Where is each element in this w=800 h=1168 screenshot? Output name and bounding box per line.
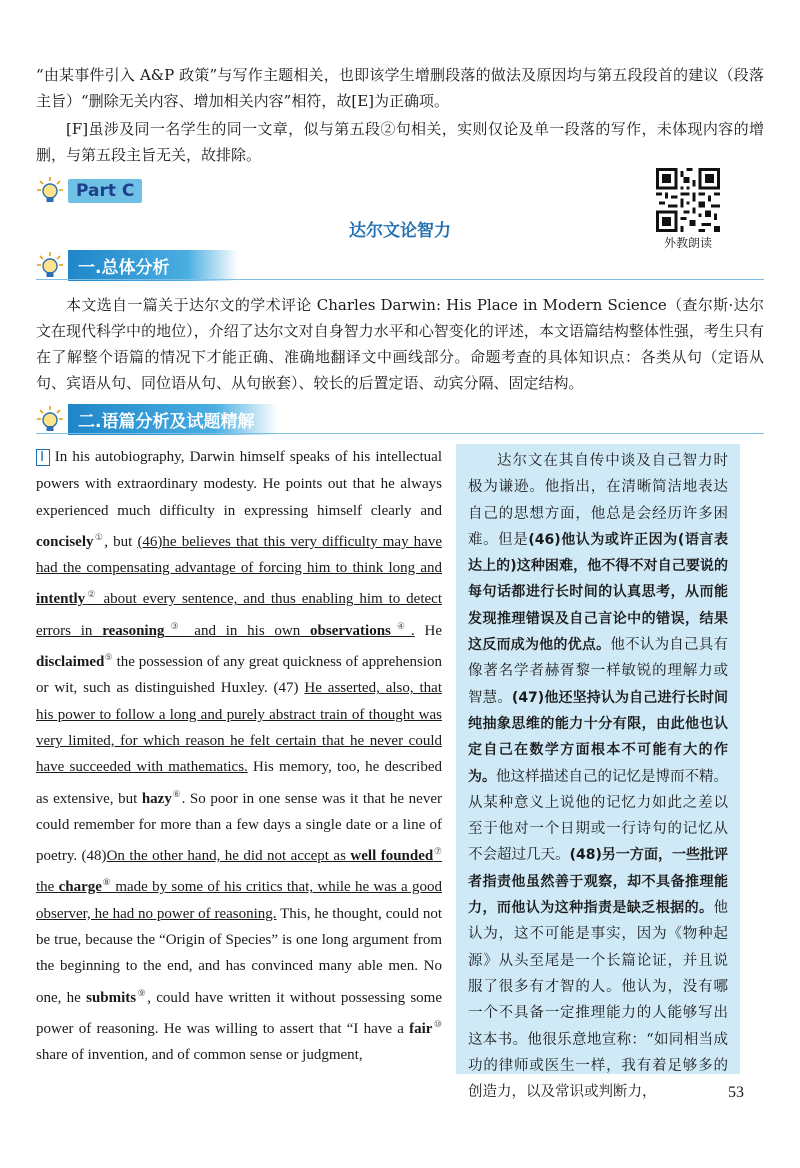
- english-passage: Ⅰ In his autobiography, Darwin himself speaks of his intellectual powers with extraordinary modesty. He points out that he always experienced much difficulty in expressing himself clearly and concisely①, but (46)he believes that this very difficulty may have had the compensating advantage of forcing him to think long and intently② about every sentence, and thus enabling him to detect errors in reasoning③ and in his own observations④. He disclaimed⑤ the possession of any great quickness of apprehension or wit, such as distinguished Huxley. (47) He asserted, also, that his power to follow a long and purely abstract train of thought was very limited, for which reason he felt certain that he never could have succeeded with mathematics. His memory, too, he described as extensive, but hazy⑥. So poor in one sense was it that he never could remember for more than a few days a single date or a line of poetry. (48)On the other hand, he did not accept as well founded⑦ the charge⑧ made by some of his critics that, while he was a good observer, he had no power of reasoning. This, he thought, could not be true, because the “Origin of Species” is one long argument from the beginning to the end, and has convinced many able men. No one, he submits⑨, could have written it without possessing some power of reasoning. He was willing to assert that “I have a fair⑩ share of invention, and of common sense or judgment,: [36, 449, 442, 1064]
- sentence-46: (46)he believes that this very difficulty may have had the compensating advantage of forcing him to think long and intently② about every sentence, and thus enabling him to detect errors in reasoning③ and in his own observations④.: [36, 533, 442, 639]
- qr-caption: 外教朗读: [663, 236, 712, 250]
- section1-body: 本文选自一篇关于达尔文的学术评论 Charles Darwin: His Place in Modern Science（查尔斯·达尔文在现代科学中的地位），介绍了达尔文对自身智力水平和心智变化的评述，本文语篇结构整体性强，考生只有在了解整个语篇的情况下才能正确、准确地翻译文中画线部分。命题考查的具体知识点：各类从句（定语从句、宾语从句、同位语从句、从句嵌套）、较长的后置定语、动宾分隔、固定结构。: [36, 296, 764, 392]
- sentence-47: He asserted, also, that his power to follow a long and purely abstract train of thought was very limited, for which reason he felt certain that he never could have succeeded with mathematics.: [36, 680, 442, 776]
- sentence-48: On the other hand, he did not accept as well founded⑦ the charge⑧ made by some of his critics that, while he was a good observer, he had no power of reasoning.: [36, 846, 442, 922]
- section2-heading: 二.语篇分析及试题精解: [68, 404, 278, 435]
- intro-paragraph-2: [F]虽涉及同一名学生的同一文章，似与第五段②句相关，实则仅论及单一段落的写作，未体现内容的增删，与第五段主旨无关，故排除。: [36, 120, 764, 164]
- section1-rule: [36, 279, 764, 280]
- section2-header: [36, 404, 278, 435]
- qr-code-icon[interactable]: [656, 168, 720, 232]
- section1-header: [36, 250, 238, 281]
- lightbulb-icon: [36, 251, 64, 281]
- section1-heading: 一.总体分析: [68, 250, 238, 281]
- part-c-header: [36, 176, 142, 206]
- intro-paragraph-1: “由某事件引入 A&P 政策”与写作主题相关，也即该学生增删段落的做法及原因均与第五段段首的建议（段落主旨）“删除无关内容、增加相关内容”相符，故[E]为正确项。: [36, 66, 764, 110]
- lightbulb-icon: [36, 176, 64, 206]
- article-title: 达尔文论智力: [349, 221, 451, 241]
- lightbulb-icon: [36, 405, 64, 435]
- part-c-label: Part C: [68, 179, 142, 203]
- section2-rule: [36, 433, 764, 434]
- translation-panel: 达尔文在其自传中谈及自己智力时极为谦逊。他指出，在清晰简洁地表达自己的思想方面，他总是会经历许多困难。但是(46)他认为或许正因为(语言表达上的)这种困难，他不得不对自己要说的每句话都进行长时间的认真思考，从而能发现推理错误及自己言论中的错误，结果这反而成为他的优点。他不认为自己具有像著名学者赫胥黎一样敏锐的理解力或智慧。(47)他还坚持认为自己进行长时间纯抽象思维的能力十分有限，由此他也认定自己在数学方面根本不可能有大的作为。他这样描述自己的记忆是博而不精。从某种意义上说他的记忆力如此之差以至于他对一个日期或一行诗句的记忆从不会超过几天。(48)另一方面，一些批评者指责他虽然善于观察，却不具备推理能力，而他认为这种指责是缺乏根据的。他认为，这不可能是事实，因为《物种起源》从头至尾是一个长篇论证，并且说服了很多有才智的人。他认为，没有哪一个不具备一定推理能力的人能够写出这本书。他很乐意地宣称：“如同相当成功的律师或医生一样，我有着足够多的创造力，以及常识或判断力，: [456, 444, 740, 1074]
- paragraph-marker: Ⅰ: [36, 449, 50, 466]
- page-number: 53: [728, 1084, 744, 1101]
